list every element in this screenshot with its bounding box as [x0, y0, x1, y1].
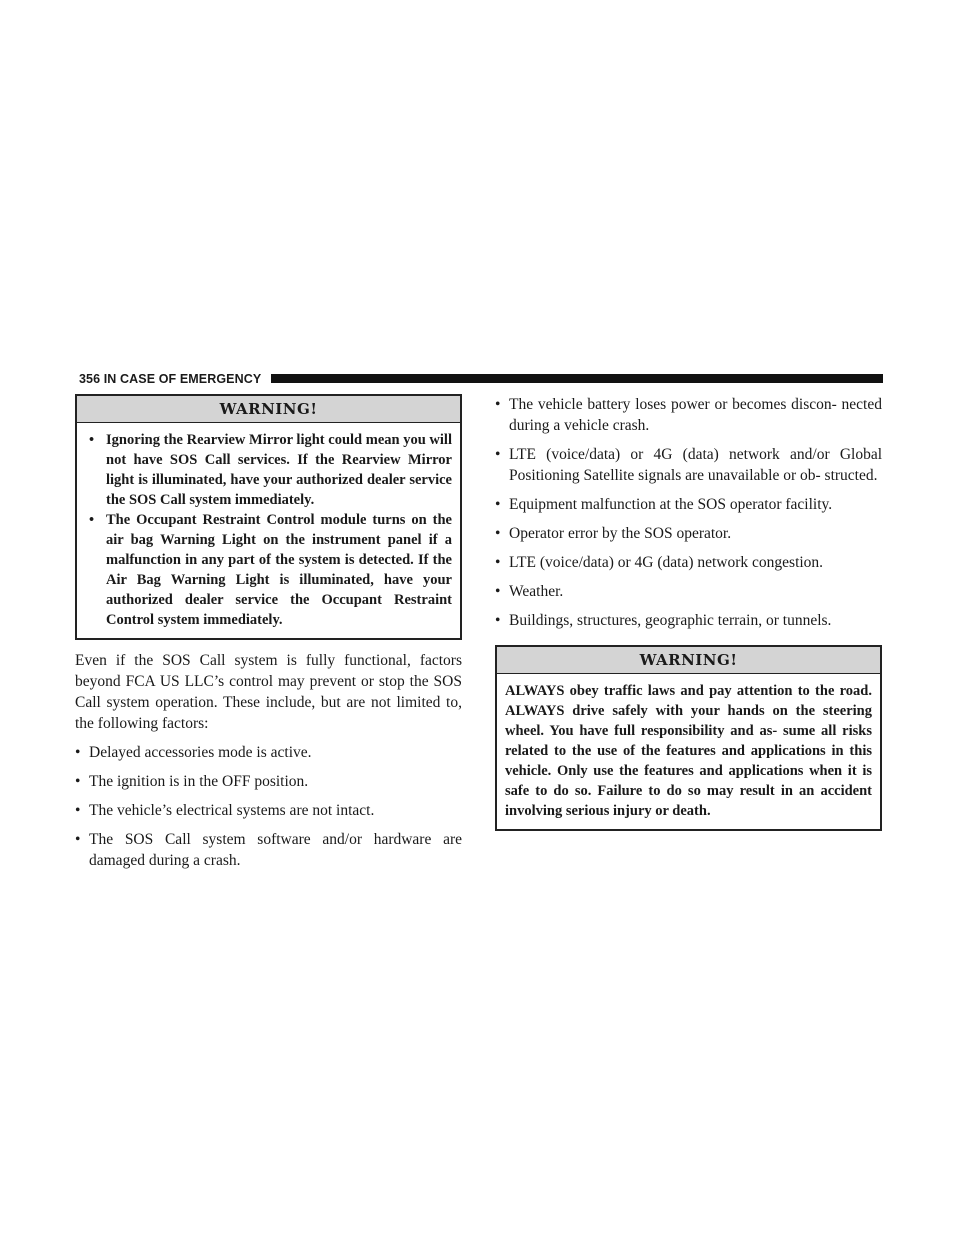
list-item	[495, 394, 882, 436]
warning-box-left	[75, 394, 462, 640]
bullet-icon: •	[495, 554, 501, 571]
list-item-text: Delayed accessories mode is active.	[89, 744, 312, 761]
warning-title: WARNING!	[497, 647, 880, 674]
list-item	[75, 800, 462, 821]
list-item-text: The vehicle battery loses power or becomes discon- nected during a vehicle crash.	[509, 396, 882, 434]
header-rule	[271, 374, 883, 383]
page-number: 356	[79, 372, 101, 386]
bullet-icon: •	[495, 525, 501, 542]
warning-item	[85, 510, 452, 630]
right-column	[495, 394, 882, 841]
list-item	[75, 771, 462, 792]
bullet-icon: •	[75, 831, 81, 848]
warning-body	[497, 674, 880, 829]
list-item	[495, 523, 882, 544]
bullet-icon: •	[89, 512, 95, 528]
warning-title: WARNING!	[77, 396, 460, 423]
warning-box-right	[495, 645, 882, 831]
warning-text: ALWAYS obey traffic laws and pay attention to the road. ALWAYS drive safely with your hands on the steering wheel. You have full responsibility and as- sume all risks related to the use of the features and applications in this vehicle. Only use the features and applications when it is safe to do so. Failure to do so may result in an accident involving serious injury or death.	[505, 683, 872, 819]
bullet-icon: •	[75, 744, 81, 761]
warning-item-text: The Occupant Restraint Control module turns on the air bag Warning Light on the instrument panel if a malfunction in any part of the system is detected. If the Air Bag Warning Light is illuminated, have your authorized dealer service the Occupant Restraint Control system immediately.	[106, 512, 452, 628]
bullet-icon: •	[495, 396, 501, 413]
list-item	[495, 581, 882, 602]
list-item	[495, 552, 882, 573]
bullet-icon: •	[495, 496, 501, 513]
list-item-text: Operator error by the SOS operator.	[509, 525, 732, 542]
list-item-text: Equipment malfunction at the SOS operator facility.	[509, 496, 833, 513]
warning-list	[85, 430, 452, 630]
list-item-text: Weather.	[509, 583, 564, 600]
list-item	[75, 829, 462, 871]
bullet-icon: •	[495, 612, 501, 629]
bullet-icon: •	[75, 773, 81, 790]
factor-list-left	[75, 742, 462, 871]
warning-body	[77, 423, 460, 638]
list-item-text: The vehicle’s electrical systems are not intact.	[89, 802, 375, 819]
warning-item	[85, 430, 452, 510]
bullet-icon: •	[75, 802, 81, 819]
bullet-icon: •	[495, 583, 501, 600]
header-text	[79, 371, 267, 387]
bullet-icon: •	[89, 432, 95, 448]
left-column	[75, 394, 462, 879]
list-item-text: The SOS Call system software and/or hardware are damaged during a crash.	[89, 831, 462, 869]
section-title: IN CASE OF EMERGENCY	[103, 372, 262, 386]
warning-item-text: Ignoring the Rearview Mirror light could mean you will not have SOS Call services. If the Rearview Mirror light is illuminated, have your authorized dealer service the SOS Call system immediately.	[106, 432, 452, 508]
list-item-text: LTE (voice/data) or 4G (data) network congestion.	[509, 554, 824, 571]
page-header	[79, 371, 883, 387]
list-item	[495, 610, 882, 631]
intro-paragraph: Even if the SOS Call system is fully functional, factors beyond FCA US LLC’s control may prevent or stop the SOS Call system operation. These include, but are not limited to, the following factors:	[75, 652, 462, 732]
list-item-text: LTE (voice/data) or 4G (data) network and/or Global Positioning Satellite signals are unavailable or ob- structed.	[509, 446, 882, 484]
list-item	[495, 494, 882, 515]
list-item	[75, 742, 462, 763]
list-item	[495, 444, 882, 486]
factor-list-right	[495, 394, 882, 631]
bullet-icon: •	[495, 446, 501, 463]
list-item-text: The ignition is in the OFF position.	[89, 773, 309, 790]
list-item-text: Buildings, structures, geographic terrain, or tunnels.	[509, 612, 832, 629]
